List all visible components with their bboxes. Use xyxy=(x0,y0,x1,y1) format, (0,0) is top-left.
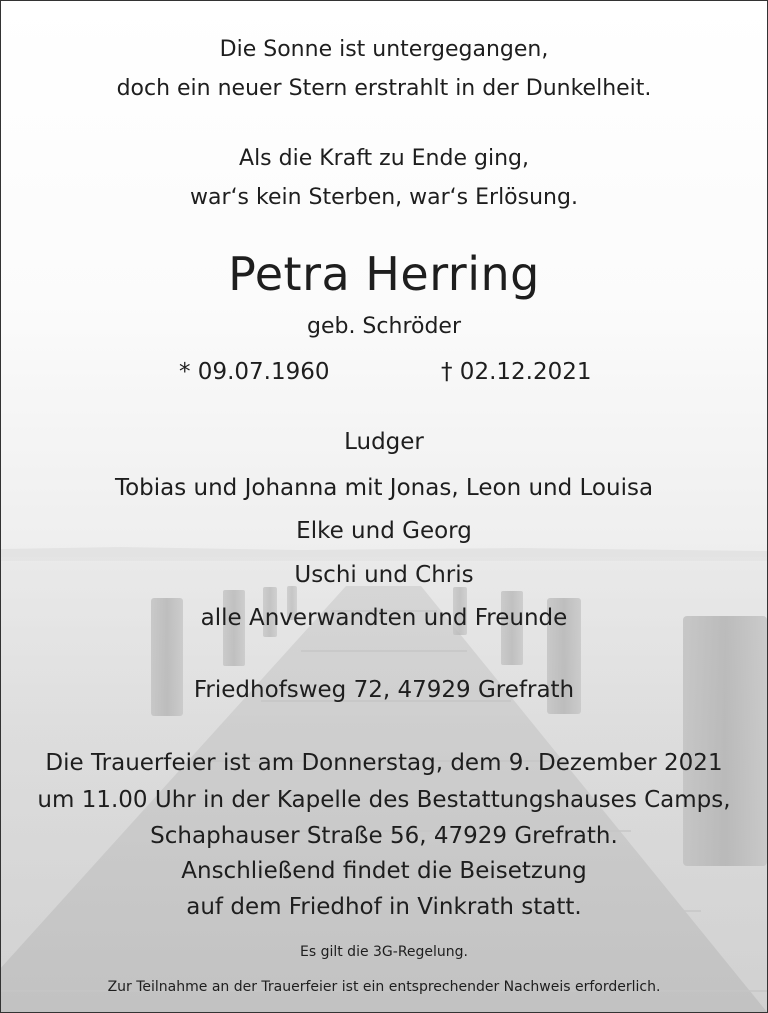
mourner-3: Elke und Georg xyxy=(296,518,472,544)
service-line-1: Die Trauerfeier ist am Donnerstag, dem 9. Dezember 2021 xyxy=(45,750,723,776)
service-line-3: Schaphauser Straße 56, 47929 Grefrath. xyxy=(150,823,618,849)
birth-date: * 09.07.1960 xyxy=(179,359,330,385)
birth-name: geb. Schröder xyxy=(306,314,462,339)
mourner-1: Ludger xyxy=(344,429,424,455)
poem-line-3: Als die Kraft zu Ende ging, xyxy=(239,146,529,171)
mourner-4: Uschi und Chris xyxy=(294,562,474,588)
poem-line-4: war‘s kein Sterben, war‘s Erlösung. xyxy=(190,185,578,210)
poem-line-2: doch ein neuer Stern erstrahlt in der Dunkelheit. xyxy=(116,76,652,101)
deceased-name: Petra Herring xyxy=(228,247,540,301)
service-line-2: um 11.00 Uhr in der Kapelle des Bestattungshauses Camps, xyxy=(37,787,731,813)
poem-line-1: Die Sonne ist untergegangen, xyxy=(219,37,549,62)
death-date: † 02.12.2021 xyxy=(441,359,592,385)
mourner-5: alle Anverwandten und Freunde xyxy=(200,605,568,631)
service-line-4: Anschließend findet die Beisetzung xyxy=(181,858,587,884)
mourner-2: Tobias und Johanna mit Jonas, Leon und Louisa xyxy=(114,475,654,501)
proof-note: Zur Teilnahme an der Trauerfeier ist ein entsprechender Nachweis erforderlich. xyxy=(107,979,661,995)
address: Friedhofsweg 72, 47929 Grefrath xyxy=(193,677,575,703)
service-line-5: auf dem Friedhof in Vinkrath statt. xyxy=(186,894,582,920)
covid-rule-note: Es gilt die 3G-Regelung. xyxy=(299,944,469,960)
